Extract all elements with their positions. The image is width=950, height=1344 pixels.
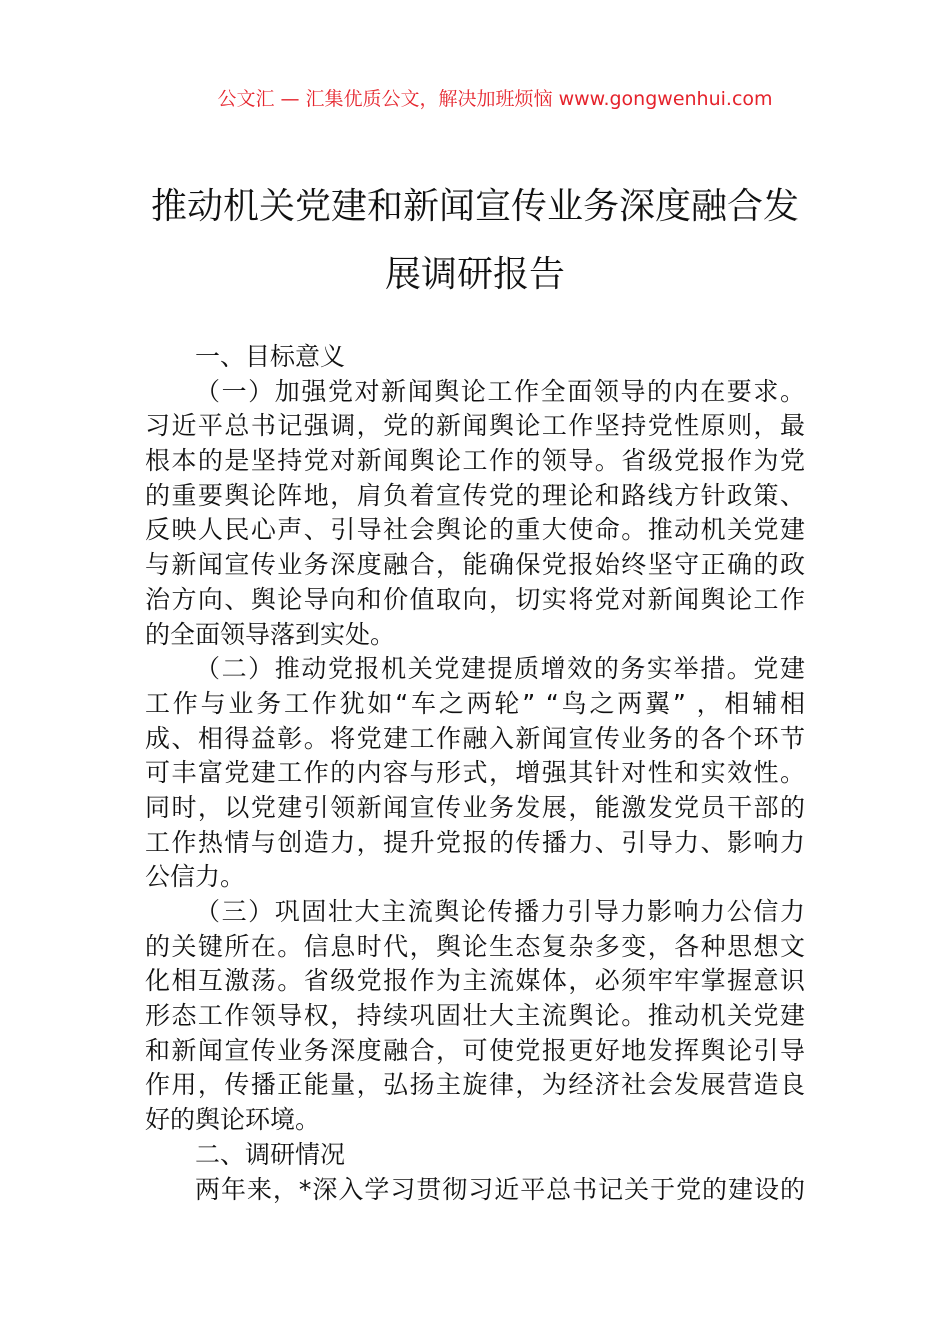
paragraph-line: 治方向、舆论导向和价值取向，切实将党对新闻舆论工作 <box>145 584 805 614</box>
subsection-heading: （一）加强党对新闻舆论工作全面领导的内在要求。 <box>195 376 805 406</box>
paragraph-line: 形态工作领导权，持续巩固壮大主流舆论。推动机关党建 <box>145 1001 805 1031</box>
paragraph-line: 的重要舆论阵地，肩负着宣传党的理论和路线方针政策、 <box>145 480 805 510</box>
section-heading: 二、调研情况 <box>195 1139 346 1169</box>
paragraph-line: 反映人民心声、引导社会舆论的重大使命。推动机关党建 <box>145 515 805 545</box>
paragraph-line: 同时，以党建引领新闻宣传业务发展，能激发党员干部的 <box>145 792 805 822</box>
document-body <box>145 340 805 1207</box>
paragraph-line: 的全面领导落到实处。 <box>145 619 396 649</box>
paragraph-line: 的关键所在。信息时代，舆论生态复杂多变，各种思想文 <box>145 931 805 961</box>
paragraph-line: 作用，传播正能量，弘扬主旋律，为经济社会发展营造良 <box>145 1070 805 1100</box>
paragraph-line: 工作热情与创造力，提升党报的传播力、引导力、影响力 <box>145 827 805 857</box>
paragraph-line: 工作与业务工作犹如“车之两轮” “鸟之两翼” ，相辅相 <box>145 688 805 718</box>
paragraph-line: 习近平总书记强调，党的新闻舆论工作坚持党性原则，最 <box>145 411 805 441</box>
paragraph-line: 公信力。 <box>145 862 246 892</box>
subsection-heading: （三）巩固壮大主流舆论传播力引导力影响力公信力 <box>195 897 805 926</box>
paragraph-line: 与新闻宣传业务深度融合，能确保党报始终坚守正确的政 <box>145 550 805 580</box>
paragraph-line: 成、相得益彰。将党建工作融入新闻宣传业务的各个环节 <box>145 723 805 753</box>
subsection-heading: （二）推动党报机关党建提质增效的务实举措。党建 <box>195 654 805 684</box>
paragraph-line: 和新闻宣传业务深度融合，可使党报更好地发挥舆论引导 <box>145 1035 805 1065</box>
document-title-line-2: 展调研报告 <box>384 254 565 295</box>
paragraph-line: 可丰富党建工作的内容与形式，增强其针对性和实效性。 <box>145 758 805 788</box>
document-title-line-1: 推动机关党建和新闻宣传业务深度融合发 <box>150 186 799 227</box>
watermark-header: 公文汇 — 汇集优质公文，解决加班烦恼 www.gongwenhui.com <box>217 88 773 110</box>
paragraph-line: 好的舆论环境。 <box>145 1105 321 1135</box>
paragraph-line: 根本的是坚持党对新闻舆论工作的领导。省级党报作为党 <box>145 446 805 476</box>
paragraph-line: 两年来，*深入学习贯彻习近平总书记关于党的建设的 <box>195 1174 805 1204</box>
section-heading: 一、目标意义 <box>195 342 346 371</box>
paragraph-line: 化相互激荡。省级党报作为主流媒体，必须牢牢掌握意识 <box>145 966 805 996</box>
